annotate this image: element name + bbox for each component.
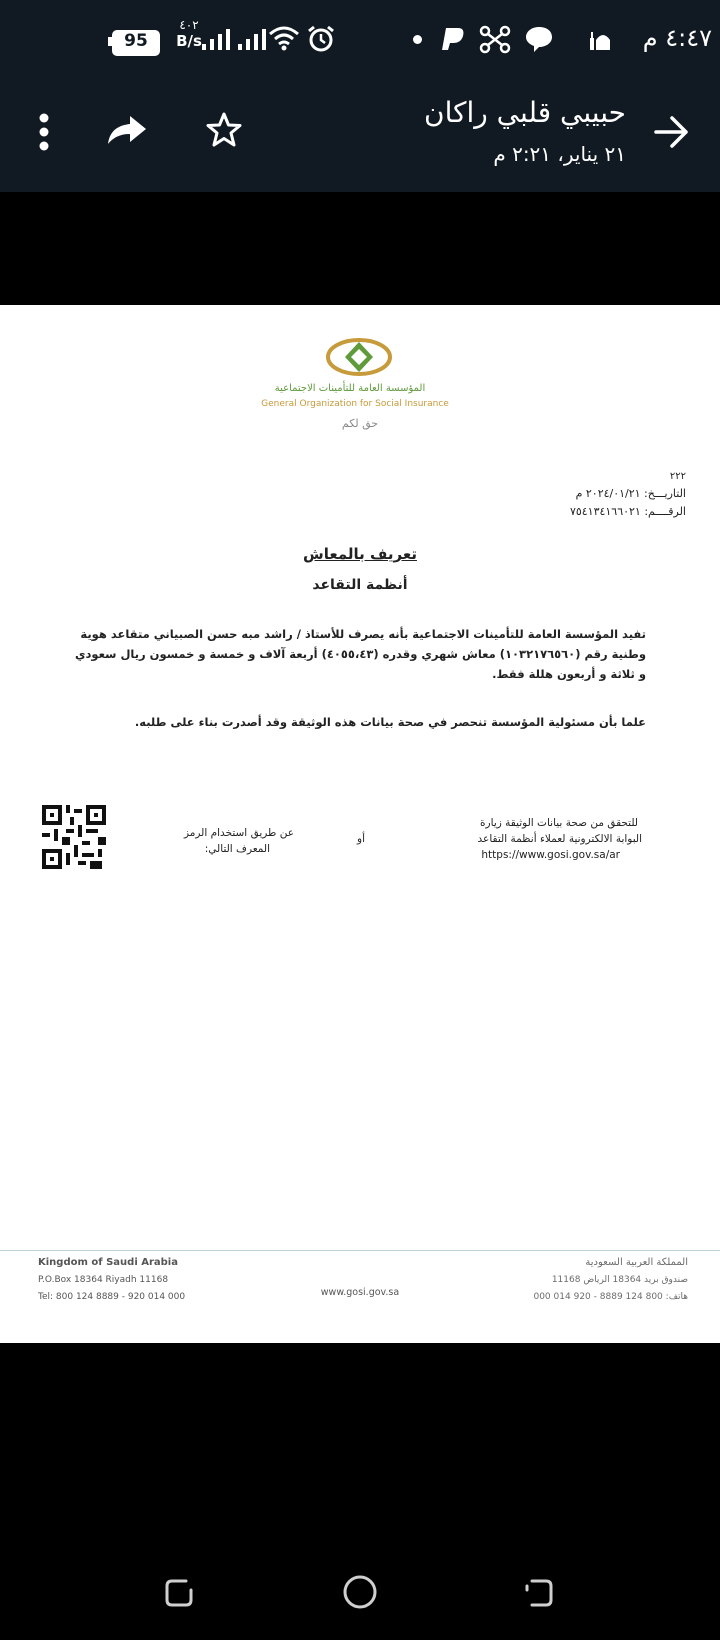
- status-bar: [0, 0, 720, 80]
- body-line-3: و ثلاثة و أربعون هللة فقط.: [492, 667, 646, 681]
- home-icon: [342, 1574, 378, 1610]
- more-icon: [30, 110, 58, 154]
- chat-title: حبيبي قلبي راكان: [424, 96, 626, 129]
- status-time: ٤:٤٧ م: [642, 24, 712, 52]
- verify-url[interactable]: https://www.gosi.gov.sa/ar: [481, 849, 620, 861]
- body-line-1: تفيد المؤسسة العامة للتأمينات الاجتماعية بأنه يصرف للأستاذ / راشد مبه حسن الصبياني متقاعد هوية: [80, 627, 646, 641]
- more-button[interactable]: [30, 110, 58, 154]
- org-name-ar: المؤسسة العامة للتأمينات الاجتماعية: [274, 383, 426, 394]
- footer-left-2: P.O.Box 18364 Riyadh 11168: [38, 1275, 169, 1285]
- footer-right-3: هاتف: 800 124 8889 - 920 014 000: [533, 1292, 688, 1302]
- document-image[interactable]: [0, 305, 720, 1343]
- battery-icon: 95: [112, 30, 160, 56]
- gosi-logo-icon: [324, 335, 394, 379]
- home-button[interactable]: [342, 1574, 378, 1610]
- app-icon: [478, 24, 512, 54]
- share-icon: [104, 110, 148, 150]
- qr-line-2: المعرف التالي:: [204, 843, 270, 855]
- net-speed: ٤٠٢ B/s: [176, 18, 202, 50]
- chat-icon: [524, 24, 554, 54]
- wifi-icon: [268, 24, 300, 52]
- org-name-en: General Organization for Social Insurance: [261, 399, 449, 409]
- doc-heading: تعريف بالمعاش: [303, 545, 417, 563]
- footer-divider: [0, 1250, 720, 1251]
- back-button[interactable]: [522, 1576, 556, 1610]
- footer-left-3: Tel: 800 124 8889 - 920 014 000: [38, 1292, 186, 1302]
- ref-small: ٢٢٢: [669, 471, 686, 482]
- forward-arrow-icon: [652, 112, 692, 152]
- battery-tip: [108, 37, 112, 46]
- back-icon: [522, 1576, 556, 1610]
- recent-apps-button[interactable]: [162, 1576, 196, 1610]
- paypal-icon: [438, 26, 466, 52]
- qr-line-1: عن طريق استخدام الرمز: [183, 827, 294, 839]
- note-line: علما بأن مسئولية المؤسسة تنحصر في صحة بيانات هذه الوثيقة وقد أصدرت بناء على طلبه.: [134, 715, 646, 729]
- mosque-icon: [586, 24, 616, 54]
- forward-button[interactable]: [652, 112, 692, 152]
- tagline: حق لكم: [341, 417, 379, 430]
- dot-icon: [413, 35, 422, 44]
- recent-apps-icon: [162, 1576, 196, 1610]
- verify-line-1: للتحقق من صحة بيانات الوثيقة زيارة: [480, 817, 638, 829]
- signal-icon: [200, 28, 236, 52]
- or-text: أو: [357, 833, 365, 845]
- signal-icon: [236, 28, 272, 52]
- body-line-2: وطنية رقم (١٠٣٢١٧٦٥٦٠) معاش شهري وقدره (٤٠٥٥،٤٣) أربعة آلاف و خمسة و خمسون ريال سعودي: [74, 647, 646, 661]
- star-icon: [204, 110, 244, 150]
- chat-subtitle: ٢١ يناير، ٢:٢١ م: [493, 142, 626, 166]
- footer-center: www.gosi.gov.sa: [320, 1287, 400, 1298]
- verify-line-2: البوابة الالكترونية لعملاء أنظمة التقاعد: [477, 833, 642, 845]
- footer-right-2: صندوق بريد 18364 الرياض 11168: [551, 1275, 688, 1285]
- footer-left-1: Kingdom of Saudi Arabia: [38, 1257, 178, 1268]
- star-button[interactable]: [204, 110, 244, 150]
- date-line: التاريـــخ: ٢٠٢٤/٠١/٢١ م: [575, 487, 686, 500]
- doc-subheading: أنظمة التقاعد: [312, 577, 408, 593]
- share-button[interactable]: [104, 110, 148, 150]
- alarm-icon: [306, 24, 336, 54]
- footer-right-1: المملكة العربية السعودية: [585, 1257, 688, 1268]
- qr-code-icon: [42, 805, 106, 869]
- number-line: الرقــــم: ٧٥٤١٣٤١٦٦٠٢١: [569, 505, 686, 518]
- app-bar: [0, 80, 720, 192]
